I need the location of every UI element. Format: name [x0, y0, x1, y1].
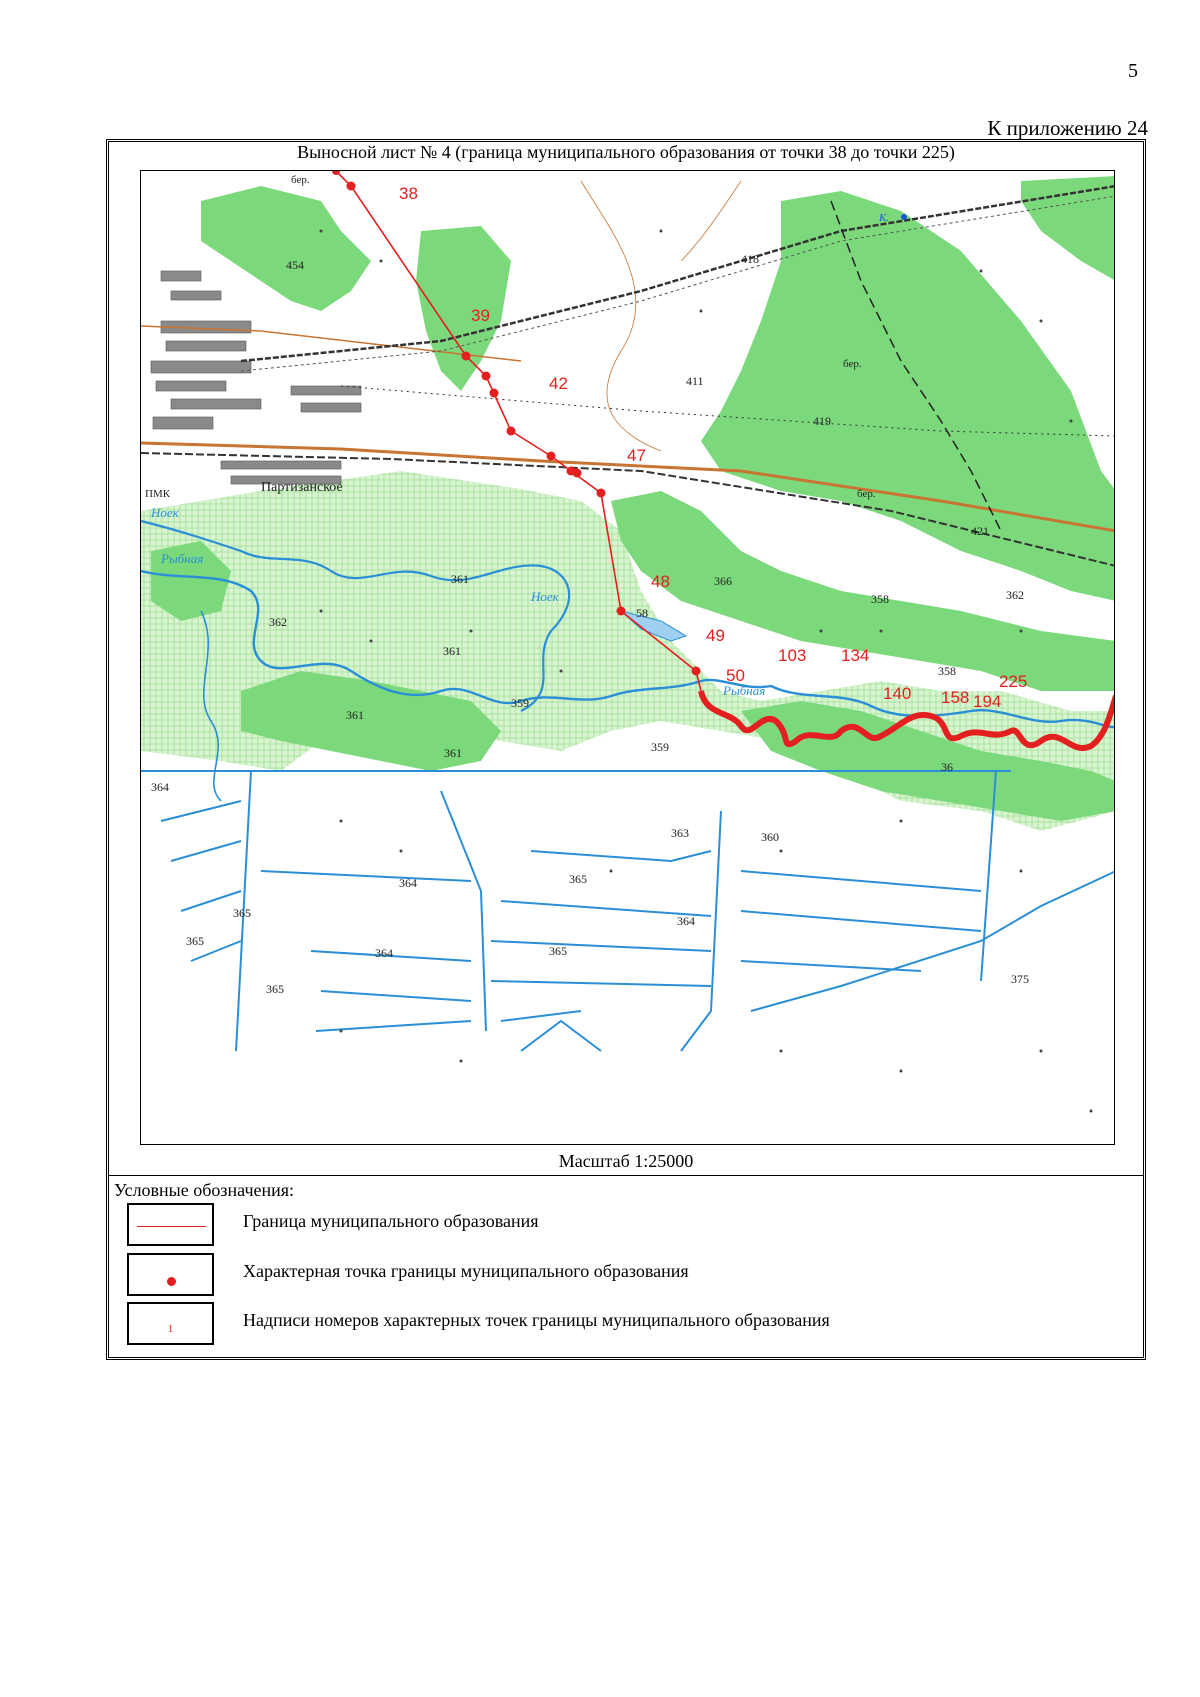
elevation-label: 418 — [741, 252, 759, 266]
point-label-39: 39 — [471, 306, 490, 325]
elevation-label: 360 — [761, 830, 779, 844]
point-label-103: 103 — [778, 646, 807, 665]
well-icon — [901, 214, 907, 220]
elevation-label: 365 — [549, 944, 567, 958]
elevation-label: 358 — [938, 664, 956, 678]
pmk-label: ПМК — [145, 488, 171, 500]
elevation-label: 454 — [286, 258, 304, 272]
elevation-label: 375 — [1011, 972, 1029, 986]
legend-item-text: Граница муниципального образования — [243, 1211, 539, 1231]
appendix-reference: К приложению 24 — [987, 116, 1148, 140]
river-label-rybnaya: Рыбная — [161, 551, 204, 566]
elevation-label: 361 — [451, 572, 469, 586]
vegetation-label: бер. — [843, 358, 862, 370]
map-canvas — [141, 171, 1115, 1145]
legend-item-text: Характерная точка границы муниципального образования — [243, 1261, 689, 1281]
elevation-label: 421 — [971, 524, 989, 538]
legend-item-point — [127, 1253, 1127, 1298]
elevation-label: 364 — [677, 914, 695, 928]
elevation-label: 358 — [871, 592, 889, 606]
legend-symbol-box — [127, 1302, 214, 1345]
elevation-label: 365 — [186, 934, 204, 948]
river-label-noek: Ноек — [151, 505, 179, 520]
vegetation-label: бер. — [857, 488, 876, 500]
legend-item-boundary — [127, 1203, 1127, 1248]
forest-east — [701, 191, 1115, 601]
drainage-canals — [141, 771, 1115, 1051]
well-label: К. — [879, 212, 890, 224]
elevation-label: 365 — [569, 872, 587, 886]
elevation-label: 363 — [671, 826, 689, 840]
elevation-label: 419 — [813, 414, 831, 428]
elevation-label: 361 — [444, 746, 462, 760]
legend-symbol-box — [127, 1203, 214, 1246]
track-north — [681, 181, 741, 261]
boundary-point-symbol — [167, 1277, 176, 1286]
elevation-label: 364 — [399, 876, 417, 890]
legend-divider — [109, 1175, 1143, 1176]
elevation-label: 362 — [269, 615, 287, 629]
sheet-title: Выносной лист № 4 (граница муниципального образования от точки 38 до точки 225) — [297, 142, 955, 162]
point-label-140: 140 — [883, 684, 912, 703]
map-scale: Масштаб 1:25000 — [558, 1151, 694, 1171]
point-label-47: 47 — [627, 446, 646, 465]
point-label-134: 134 — [841, 646, 870, 665]
river-label-rybnaya-2: Рыбная — [723, 683, 766, 698]
river-label-noek-2: Ноек — [531, 589, 559, 604]
boundary-line-symbol — [137, 1226, 206, 1227]
elevation-label: 364 — [375, 946, 393, 960]
elevation-label: 36 — [941, 760, 953, 774]
vegetation-label: бер. — [291, 174, 310, 186]
elevation-label: 411 — [686, 374, 704, 388]
point-label-48: 48 — [651, 572, 670, 591]
elevation-label: 365 — [266, 982, 284, 996]
point-label-symbol: 1 — [167, 1323, 174, 1335]
point-label-194: 194 — [973, 692, 1002, 711]
elevation-label: 365 — [233, 906, 251, 920]
point-label-50: 50 — [726, 666, 745, 685]
forest-center — [416, 226, 511, 391]
forest-north-west — [201, 186, 371, 311]
elevation-label: 364 — [151, 780, 169, 794]
settlement-label: Партизанское — [261, 480, 343, 495]
point-label-42: 42 — [549, 374, 568, 393]
point-label-158: 158 — [941, 688, 970, 707]
point-label-225: 225 — [999, 672, 1028, 691]
page-number: 5 — [1128, 60, 1138, 82]
forest-northeast — [1021, 176, 1115, 281]
track-curve — [581, 181, 661, 451]
map-view[interactable] — [140, 170, 1115, 1145]
legend-item-text: Надписи номеров характерных точек границы муниципального образования — [243, 1310, 830, 1330]
elevation-label: 361 — [443, 644, 461, 658]
elevation-label: 366 — [714, 574, 732, 588]
legend-symbol-box — [127, 1253, 214, 1296]
elevation-label: 359 — [511, 696, 529, 710]
legend-item-label — [127, 1302, 1127, 1347]
elevation-label: 361 — [346, 708, 364, 722]
elevation-label: 359 — [651, 740, 669, 754]
point-label-49: 49 — [706, 626, 725, 645]
elevation-label: 362 — [1006, 588, 1024, 602]
elevation-label: 58 — [636, 606, 648, 620]
legend-title: Условные обозначения: — [114, 1180, 295, 1200]
point-label-38: 38 — [399, 184, 418, 203]
